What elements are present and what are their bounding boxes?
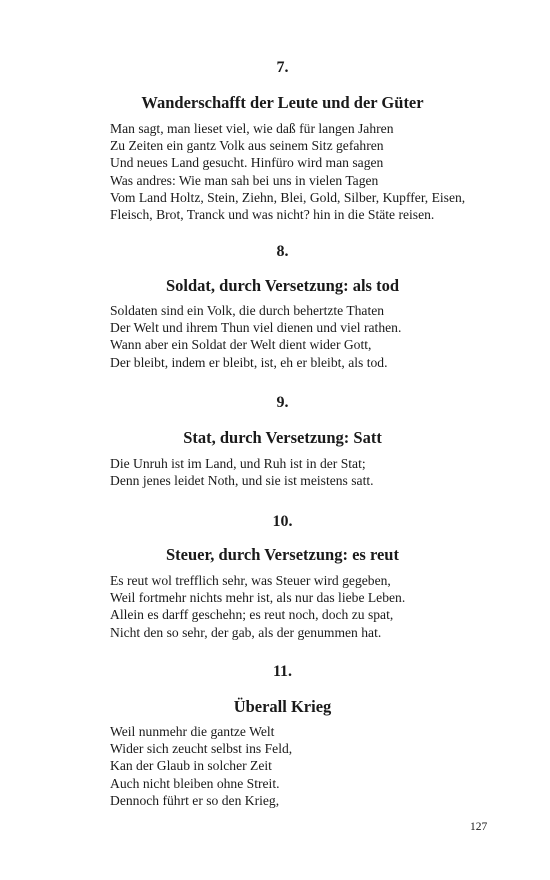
poem-title: Wanderschafft der Leute und der Güter	[141, 93, 424, 112]
poem-verse	[110, 572, 455, 641]
verse-line: Wider sich zeucht selbst ins Feld,	[110, 741, 293, 757]
poem-number: 9.	[276, 394, 289, 411]
verse-line: Denn jenes leidet Noth, und sie ist meistens satt.	[110, 473, 374, 489]
poem-title: Stat, durch Versetzung: Satt	[183, 428, 382, 447]
verse-line: Man sagt, man lieset viel, wie daß für langen Jahren	[110, 121, 394, 136]
verse-line: Fleisch, Brot, Tranck und was nicht? hin in die Stäte reisen.	[110, 207, 435, 223]
verse-line: Was andres: Wie man sah bei uns in vielen Tagen	[110, 172, 379, 188]
verse-line: Nicht den so sehr, der gab, als der genummen hat.	[110, 624, 382, 640]
poem-title: Überall Krieg	[233, 697, 332, 716]
verse-line: Der bleibt, indem er bleibt, ist, eh er bleibt, als tod.	[110, 354, 388, 370]
poem-number: 10.	[272, 513, 293, 530]
poem-number: 11.	[272, 663, 293, 680]
poem-verse	[110, 120, 466, 223]
poem-verse	[110, 723, 455, 809]
page-number: 127	[470, 821, 488, 833]
verse-line: Kan der Glaub in solcher Zeit	[110, 758, 272, 774]
poem-verse	[110, 455, 455, 489]
verse-line: Dennoch führt er so den Krieg,	[110, 792, 280, 808]
verse-line: Auch nicht bleiben ohne Streit.	[110, 775, 280, 791]
verse-line: Weil nunmehr die gantze Welt	[110, 724, 275, 739]
verse-line: Soldaten sind ein Volk, die durch behertzte Thaten	[110, 303, 385, 318]
poem-verse	[110, 302, 455, 371]
verse-line: Zu Zeiten ein gantz Volk aus seinem Sitz gefahren	[110, 138, 384, 154]
verse-line: Die Unruh ist im Land, und Ruh ist in der Stat;	[110, 456, 366, 471]
poem-number: 7.	[276, 59, 289, 76]
verse-line: Und neues Land gesucht. Hinfüro wird man sagen	[110, 155, 384, 171]
poem-number: 8.	[276, 243, 289, 260]
verse-line: Der Welt und ihrem Thun viel dienen und viel rathen.	[110, 320, 402, 336]
verse-line: Weil fortmehr nichts mehr ist, als nur das liebe Leben.	[110, 590, 406, 606]
verse-line: Vom Land Holtz, Stein, Ziehn, Blei, Gold, Silber, Kupffer, Eisen,	[110, 189, 466, 205]
verse-line: Es reut wol trefflich sehr, was Steuer wird gegeben,	[110, 573, 391, 588]
verse-line: Wann aber ein Soldat der Welt dient wider Gott,	[110, 337, 372, 353]
poem-title: Soldat, durch Versetzung: als tod	[165, 276, 400, 295]
verse-line: Allein es darff geschehn; es reut noch, doch zu spat,	[110, 607, 394, 623]
poem-title: Steuer, durch Versetzung: es reut	[166, 545, 399, 564]
